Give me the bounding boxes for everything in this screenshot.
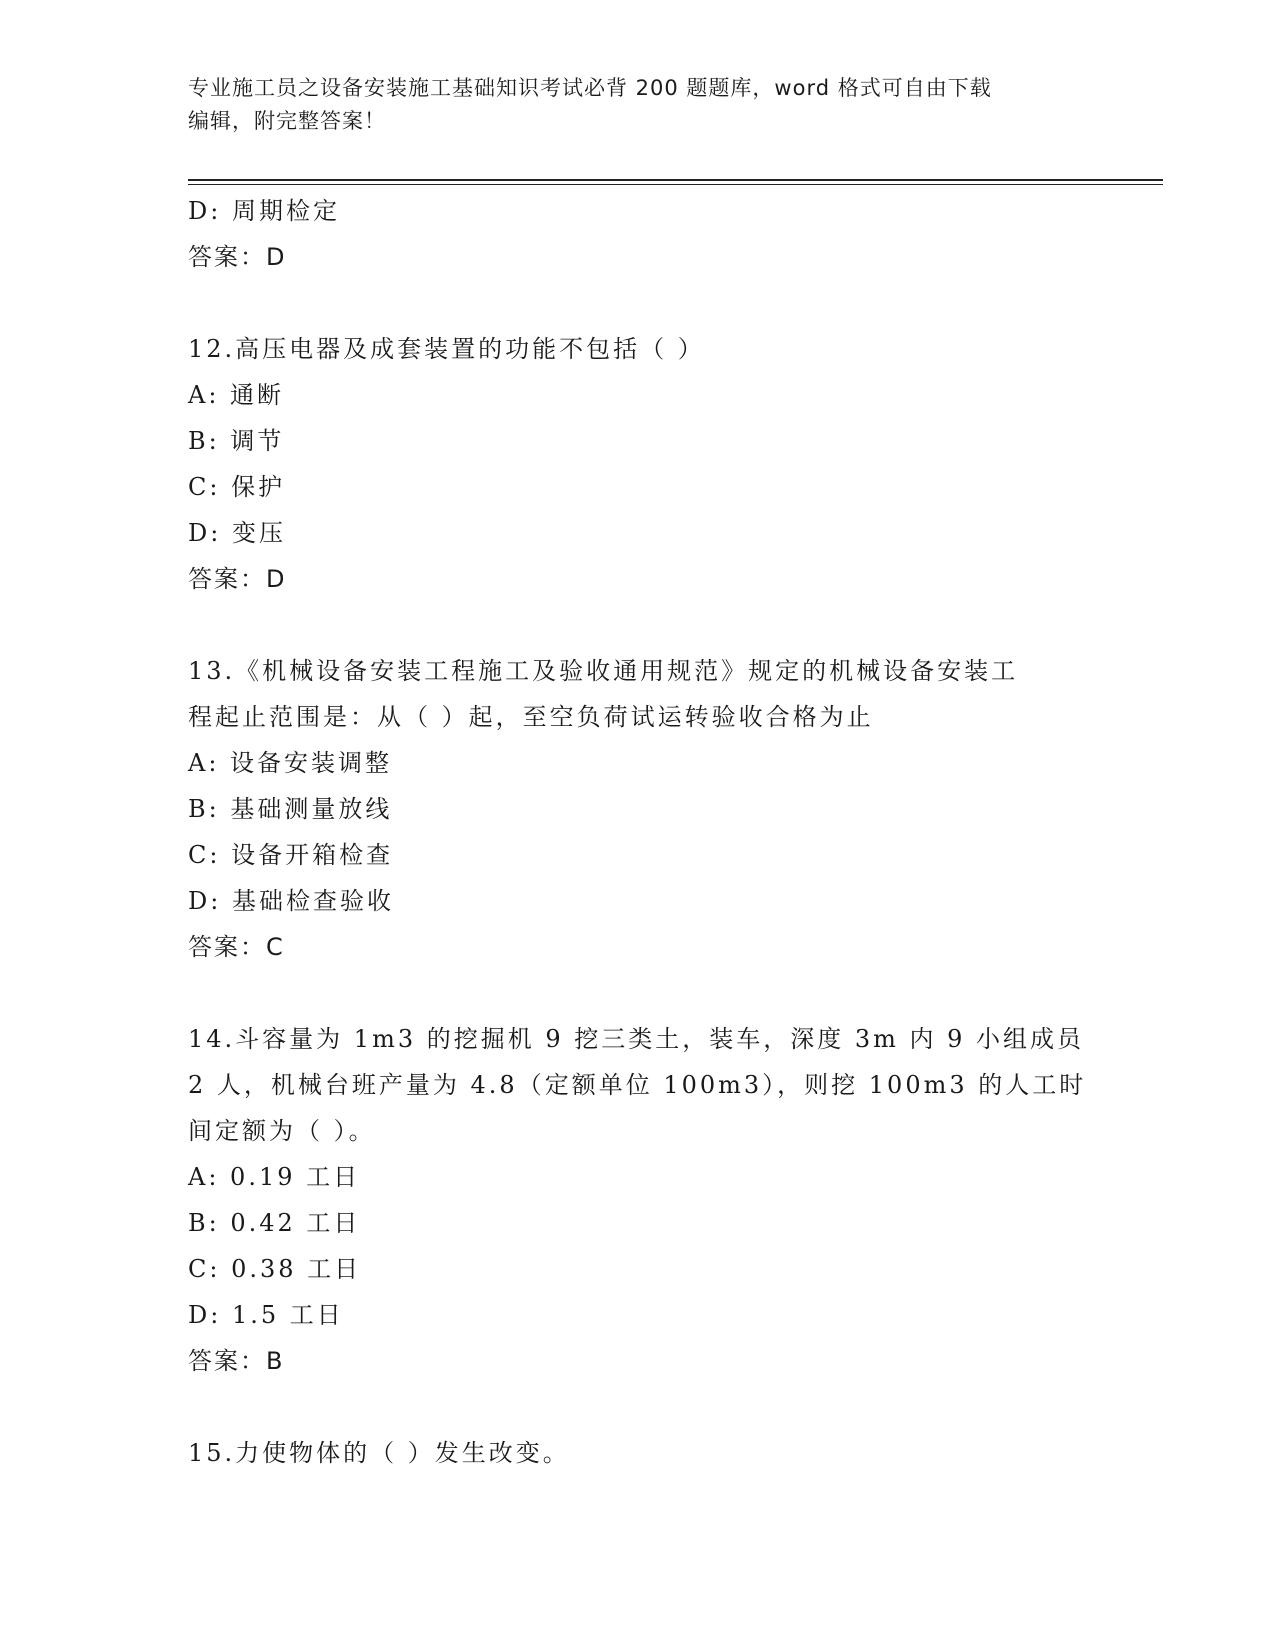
question-text-line-1: 13.《机械设备安装工程施工及验收通用规范》规定的机械设备安装工 (188, 657, 1019, 685)
option-c: C: 0.38 工日 (188, 1255, 362, 1283)
option-d: D: 周期检定 (188, 197, 340, 225)
option-c: C: 保护 (188, 473, 286, 501)
question-list (188, 188, 1088, 1476)
option-b: B: 调节 (188, 427, 285, 455)
header-line-2: 编辑，附完整答案！ (188, 109, 386, 133)
header-divider (188, 179, 1163, 185)
option-d: D: 1.5 工日 (188, 1301, 344, 1329)
option-d: D: 基础检查验收 (188, 887, 394, 915)
question-14 (188, 1016, 1088, 1384)
question-text-line-1: 14.斗容量为 1m3 的挖掘机 9 挖三类土，装车，深度 3m 内 9 小组成员 (188, 1025, 1085, 1053)
question-13 (188, 648, 1088, 970)
question-text-line-3: 间定额为（ ）。 (188, 1117, 376, 1145)
answer: 答案：D (188, 243, 287, 271)
question-text-line-2: 2 人，机械台班产量为 4.8（定额单位 100m3），则挖 100m3 的人工时 (188, 1071, 1087, 1099)
option-c: C: 设备开箱检查 (188, 841, 394, 869)
header-line-1: 专业施工员之设备安装施工基础知识考试必背 200 题题库，word 格式可自由下载 (188, 76, 992, 100)
option-a: A: 0.19 工日 (188, 1163, 361, 1191)
answer: 答案：B (188, 1347, 285, 1375)
option-a: A: 通断 (188, 381, 285, 409)
question-11-tail (188, 188, 1088, 280)
page-header (188, 72, 1088, 138)
question-text: 12.高压电器及成套装置的功能不包括（ ） (188, 335, 705, 363)
option-a: A: 设备安装调整 (188, 749, 393, 777)
question-15 (188, 1430, 1088, 1476)
option-b: B: 基础测量放线 (188, 795, 393, 823)
option-b: B: 0.42 工日 (188, 1209, 361, 1237)
question-12 (188, 326, 1088, 602)
option-d: D: 变压 (188, 519, 286, 547)
answer: 答案：C (188, 933, 285, 961)
answer: 答案：D (188, 565, 287, 593)
question-text: 15.力使物体的（ ）发生改变。 (188, 1439, 570, 1467)
question-text-line-2: 程起止范围是：从（ ）起，至空负荷试运转验收合格为止 (188, 703, 874, 731)
